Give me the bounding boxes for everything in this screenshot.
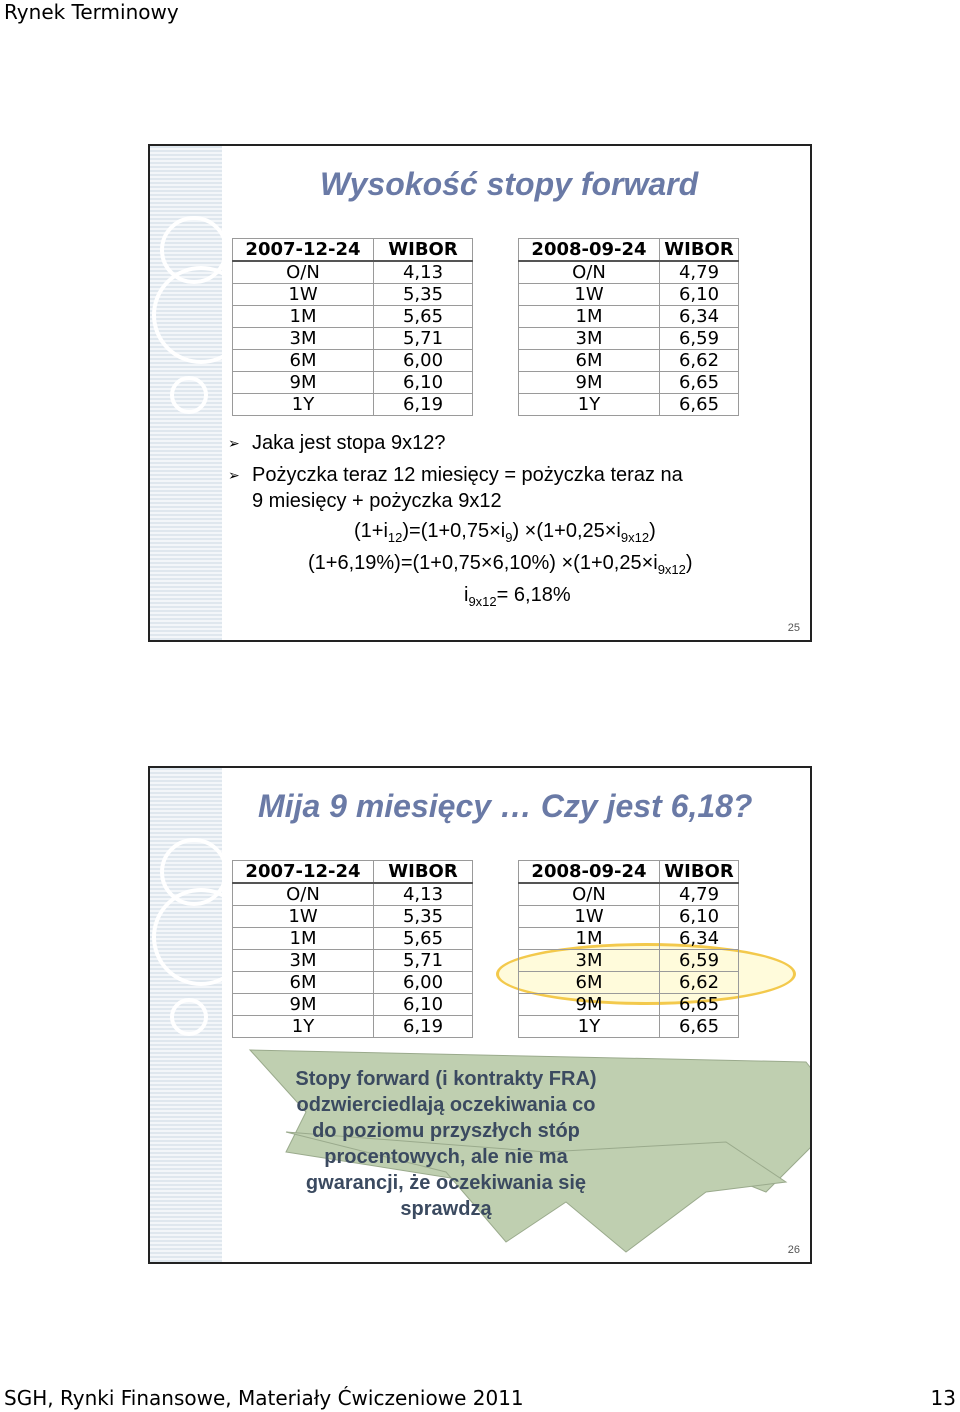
decorative-circle: [170, 376, 208, 414]
table-row: O/N 4,13: [233, 261, 473, 284]
wibor-table-2007: [232, 238, 473, 416]
slide-number: 25: [787, 622, 800, 634]
table-row: 1W 5,35: [233, 906, 473, 928]
table-row: O/N 4,79: [519, 883, 739, 906]
table-header: 2007-12-24: [233, 239, 374, 262]
table-row: 3M 6,59: [519, 328, 739, 350]
table-row: 1Y 6,19: [233, 1016, 473, 1038]
table-header: WIBOR: [374, 239, 473, 262]
wibor-table-2008: [518, 860, 739, 1038]
table-row: 6M 6,62: [519, 350, 739, 372]
formula-general: $(1+i_{12})=(1+0,75\times i_9) \times(1+0,25\times i_{9x12})$: [354, 520, 656, 545]
table-row: 1M 6,34: [519, 306, 739, 328]
table-row: O/N 4,79: [519, 261, 739, 284]
table-row: 1Y 6,65: [519, 394, 739, 416]
page-number: 13: [930, 1386, 956, 1410]
arrow-bullet-icon: ➢: [228, 467, 240, 483]
bullet-question: ➢ Jaka jest stopa 9x12?: [228, 432, 446, 454]
slide-number: 26: [787, 1244, 800, 1256]
arrow-bullet-icon: ➢: [228, 435, 240, 451]
table-row: 6M 6,00: [233, 350, 473, 372]
table-row: 1M 5,65: [233, 306, 473, 328]
table-row: 3M 5,71: [233, 328, 473, 350]
decorative-circle: [170, 998, 208, 1036]
table-row: 6M 6,62: [519, 972, 739, 994]
table-row: 1W 5,35: [233, 284, 473, 306]
table-header: 2007-12-24: [233, 861, 374, 884]
table-row: 6M 6,00: [233, 972, 473, 994]
slide-title: Mija 9 miesięcy … Czy jest 6,18?: [258, 788, 753, 824]
table-header: 2008-09-24: [519, 861, 660, 884]
table-header: WIBOR: [374, 861, 473, 884]
page-header: Rynek Terminowy: [4, 0, 179, 24]
table-row: 1W 6,10: [519, 906, 739, 928]
table-row: 1Y 6,65: [519, 1016, 739, 1038]
wibor-table-2007: [232, 860, 473, 1038]
wibor-table-2008: [518, 238, 739, 416]
formula-values: $(1+6,19\%)=(1+0,75\times 6,10\%) \times(1+0,25\times i_{9x12})$: [308, 552, 693, 577]
table-row: 3M 5,71: [233, 950, 473, 972]
table-header: WIBOR: [660, 861, 739, 884]
table-header: 2008-09-24: [519, 239, 660, 262]
table-row: 9M 6,65: [519, 994, 739, 1016]
bullet-explanation: ➢ Pożyczka teraz 12 miesięcy = pożyczka teraz na 9 miesięcy + pożyczka 9x12: [228, 464, 683, 512]
table-row: 9M 6,10: [233, 372, 473, 394]
slide-26: [148, 766, 812, 1264]
table-row: 1Y 6,19: [233, 394, 473, 416]
table-header: WIBOR: [660, 239, 739, 262]
table-row: 1M 6,34: [519, 928, 739, 950]
formula-result: $i_{9x12}= 6,18\%$: [464, 584, 571, 609]
slide-25: [148, 144, 812, 642]
page-footer: SGH, Rynki Finansowe, Materiały Ćwiczeniowe 2011: [4, 1386, 524, 1410]
slide-title: Wysokość stopy forward: [320, 166, 699, 202]
table-row: 9M 6,65: [519, 372, 739, 394]
table-row: O/N 4,13: [233, 883, 473, 906]
table-row: 9M 6,10: [233, 994, 473, 1016]
table-row: 1W 6,10: [519, 284, 739, 306]
callout-text: Stopy forward (i kontrakty FRA) odzwierciedlają oczekiwania co do poziomu przyszłych stóp procentowych, ale nie ma gwarancji, że oczekiwania się sprawdzą: [295, 1068, 597, 1220]
table-row: 3M 6,59: [519, 950, 739, 972]
table-row: 1M 5,65: [233, 928, 473, 950]
